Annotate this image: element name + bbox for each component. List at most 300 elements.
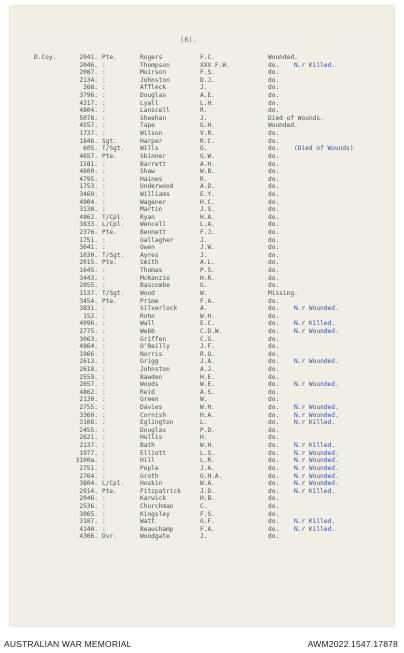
list-item <box>10 168 394 176</box>
list-item <box>10 526 394 534</box>
surname: Wilson <box>140 130 163 138</box>
rank: : <box>102 190 106 198</box>
rank: : <box>102 244 106 252</box>
list-item <box>10 434 394 442</box>
list-item <box>10 442 394 450</box>
rank: : <box>102 411 106 419</box>
surname: Ryan <box>140 213 155 221</box>
page-number: (6). <box>180 36 197 44</box>
rank: Dvr. <box>102 533 117 541</box>
initials: G.W. <box>200 152 215 160</box>
rank: : <box>102 335 106 343</box>
initials: F.A. <box>200 525 215 533</box>
list-item <box>10 305 394 313</box>
rank: : <box>102 206 106 214</box>
rank: : <box>102 495 106 503</box>
rank: L/Cpl. <box>102 480 125 488</box>
list-item <box>10 62 394 70</box>
rank: : <box>102 84 106 92</box>
initials: G.H.A. <box>200 472 223 480</box>
surname: Wencell <box>140 221 167 229</box>
regimental-number: 2376. <box>79 229 98 237</box>
rank: : <box>102 175 106 183</box>
status: do. <box>268 320 280 328</box>
company: D.Coy. <box>34 54 57 61</box>
initials: H.A. <box>200 411 215 419</box>
rank: : <box>102 114 106 122</box>
status: do. <box>268 107 280 115</box>
rank: : <box>102 350 106 358</box>
rank: : <box>102 404 106 412</box>
initials: L.R. <box>200 457 215 465</box>
initials: A.L. <box>200 259 215 267</box>
surname: Bennett <box>140 229 167 237</box>
surname: Silverlock <box>140 305 178 313</box>
status: do. <box>268 358 280 366</box>
status: do. <box>268 213 280 221</box>
initials: G.H. <box>200 122 215 130</box>
status: do. <box>268 190 280 198</box>
status: Wounded. <box>268 122 298 130</box>
surname: Hill <box>140 457 155 465</box>
regimental-number: 3831. <box>79 305 98 313</box>
list-item <box>10 130 394 138</box>
surname: Rohn <box>140 312 155 320</box>
rank: : <box>102 274 106 282</box>
rank: : <box>102 457 106 465</box>
status: do. <box>268 61 280 69</box>
initials: J.A. <box>200 464 215 472</box>
rank: T/Sgt. <box>102 251 125 259</box>
rank: : <box>102 312 106 320</box>
status: do. <box>268 419 280 427</box>
status: do. <box>268 267 280 275</box>
status: do. <box>268 92 280 100</box>
rank: : <box>102 92 106 100</box>
rank: : <box>102 76 106 84</box>
regimental-number: 2134. <box>79 76 98 84</box>
regimental-number: 1753. <box>79 183 98 191</box>
status: do. <box>268 297 280 305</box>
list-item <box>10 92 394 100</box>
list-item <box>10 214 394 222</box>
surname: Elliott <box>140 449 167 457</box>
initials: G. <box>200 145 208 153</box>
rank: : <box>102 434 106 442</box>
list-item <box>10 176 394 184</box>
handwritten-note: N.r Killed. <box>294 525 335 533</box>
rank: Sgt. <box>102 137 117 145</box>
surname: Prime <box>140 297 159 305</box>
status: do. <box>268 533 280 541</box>
status: do. <box>268 282 280 290</box>
rank: : <box>102 107 106 115</box>
rank: Pte. <box>102 487 117 495</box>
list-item <box>10 282 394 290</box>
surname: Wagener <box>140 198 167 206</box>
initials: F.S. <box>200 510 215 518</box>
rank: : <box>102 358 106 366</box>
status: do. <box>268 472 280 480</box>
handwritten-note: N.r Killed. <box>294 442 335 450</box>
status: do. <box>268 411 280 419</box>
rank: T/Sgt. <box>102 145 125 153</box>
initials: J.F. <box>200 343 215 351</box>
handwritten-note: N.r Killed. <box>294 419 335 427</box>
initials: J. <box>200 236 208 244</box>
rank: : <box>102 510 106 518</box>
regimental-number: 2041. <box>79 54 98 61</box>
status: do. <box>268 381 280 389</box>
status: do. <box>268 365 280 373</box>
status: do. <box>268 175 280 183</box>
surname: Karwick <box>140 495 167 503</box>
list-item <box>10 252 394 260</box>
rank: : <box>102 388 106 396</box>
status: do. <box>268 274 280 282</box>
regimental-number: 3041. <box>79 244 98 252</box>
list-item <box>10 427 394 435</box>
initials: J.S. <box>200 206 215 214</box>
casualty-list <box>10 54 394 541</box>
regimental-number: 2764. <box>79 472 98 480</box>
surname: Davies <box>140 404 163 412</box>
status: do. <box>268 373 280 381</box>
list-item <box>10 480 394 488</box>
status: do. <box>268 434 280 442</box>
surname: Douglas <box>140 92 167 100</box>
regimental-number: 1966. <box>79 350 98 358</box>
status: do. <box>268 350 280 358</box>
list-item <box>10 533 394 541</box>
regimental-number: 4140. <box>79 525 98 533</box>
rank: : <box>102 305 106 313</box>
regimental-number: 368. <box>83 84 98 92</box>
list-item <box>10 145 394 153</box>
rank: L/Cpl. <box>102 221 125 229</box>
surname: Haines <box>140 175 163 183</box>
regimental-number: 3469. <box>79 190 98 198</box>
status: Missing. <box>268 289 298 297</box>
initials: P.D. <box>200 426 215 434</box>
list-item <box>10 191 394 199</box>
surname: Griffen <box>140 335 167 343</box>
surname: Beauchamp <box>140 525 174 533</box>
status: do. <box>268 69 280 77</box>
initials: D.J. <box>200 76 215 84</box>
status: do. <box>268 198 280 206</box>
regimental-number: 3138. <box>79 206 98 214</box>
regimental-number: 3804. <box>79 480 98 488</box>
status: do. <box>268 388 280 396</box>
regimental-number: 1030. <box>79 251 98 259</box>
initials: C.G. <box>200 335 215 343</box>
list-item <box>10 267 394 275</box>
rank: : <box>102 99 106 107</box>
surname: Muirson <box>140 69 167 77</box>
handwritten-note: N.r Wounded. <box>294 472 339 480</box>
regimental-number: 3454. <box>79 297 98 305</box>
regimental-number: 4317. <box>79 99 98 107</box>
status: do. <box>268 76 280 84</box>
regimental-number: 1737. <box>79 130 98 138</box>
list-item <box>10 374 394 382</box>
regimental-number: 2015. <box>79 259 98 267</box>
status: do. <box>268 327 280 335</box>
initials: F.S. <box>200 69 215 77</box>
initials: H.A. <box>200 213 215 221</box>
regimental-number: 1846. <box>79 137 98 145</box>
surname: Johnston <box>140 365 170 373</box>
rank: : <box>102 236 106 244</box>
status: do. <box>268 487 280 495</box>
surname: Smith <box>140 259 159 267</box>
rank: Pte. <box>102 54 117 61</box>
rank: T/Cpl. <box>102 213 125 221</box>
initials: P.S. <box>200 267 215 275</box>
initials: W.H. <box>200 312 215 320</box>
initials: G.F. <box>200 518 215 526</box>
list-item <box>10 488 394 496</box>
list-item <box>10 404 394 412</box>
initials: W.B. <box>200 168 215 176</box>
regimental-number: 3360. <box>79 411 98 419</box>
rank: Pte. <box>102 259 117 267</box>
surname: Wall <box>140 320 155 328</box>
regimental-number: 2055. <box>79 282 98 290</box>
status: do. <box>268 502 280 510</box>
status: do. <box>268 160 280 168</box>
initials: L.S. <box>200 449 215 457</box>
initials: W.A. <box>200 480 215 488</box>
regimental-number: 3443. <box>79 274 98 282</box>
rank: : <box>102 525 106 533</box>
rank: : <box>102 160 106 168</box>
surname: Lanscell <box>140 107 170 115</box>
list-item <box>10 366 394 374</box>
list-item <box>10 206 394 214</box>
status: do. <box>268 510 280 518</box>
status: do. <box>268 449 280 457</box>
surname: Churchman <box>140 502 174 510</box>
surname: Lyall <box>140 99 159 107</box>
list-item <box>10 244 394 252</box>
list-item <box>10 221 394 229</box>
rank: : <box>102 419 106 427</box>
list-item <box>10 122 394 130</box>
regimental-number: 1537. <box>79 289 98 297</box>
regimental-number: 2755. <box>79 404 98 412</box>
initials: J. <box>200 114 208 122</box>
initials: L.H. <box>200 99 215 107</box>
regimental-number: 3100a. <box>75 457 98 465</box>
regimental-number: 2613. <box>79 358 98 366</box>
handwritten-note: N.r Wounded. <box>294 404 339 412</box>
surname: Williams <box>140 190 170 198</box>
handwritten-note: N.r Wounded. <box>294 449 339 457</box>
list-item <box>10 54 394 62</box>
initials: V.R. <box>200 130 215 138</box>
regimental-number: 4862. <box>79 213 98 221</box>
document-page <box>10 6 394 626</box>
regimental-number: 1751. <box>79 236 98 244</box>
initials: G. <box>200 282 208 290</box>
initials: H.E. <box>200 373 215 381</box>
list-item <box>10 351 394 359</box>
regimental-number: 152. <box>83 312 98 320</box>
initials: J. <box>200 533 208 541</box>
surname: Rogers <box>140 54 163 61</box>
list-item <box>10 237 394 245</box>
regimental-number: 2559. <box>79 373 98 381</box>
list-item <box>10 473 394 481</box>
rank: Pte. <box>102 297 117 305</box>
surname: Martin <box>140 206 163 214</box>
regimental-number: 4600. <box>79 168 98 176</box>
status: do. <box>268 84 280 92</box>
list-item <box>10 450 394 458</box>
list-item <box>10 100 394 108</box>
surname: Cornish <box>140 411 167 419</box>
initials: H.B. <box>200 495 215 503</box>
handwritten-note: N.r Wounded. <box>294 358 339 366</box>
rank: Pte. <box>102 152 117 160</box>
list-item <box>10 161 394 169</box>
regimental-number: 1977. <box>79 449 98 457</box>
status: do. <box>268 495 280 503</box>
surname: Reid <box>140 388 155 396</box>
list-item <box>10 457 394 465</box>
initials: J.W. <box>200 244 215 252</box>
surname: Owen <box>140 244 155 252</box>
initials: E.Y. <box>200 190 215 198</box>
status: do. <box>268 525 280 533</box>
rank: : <box>102 267 106 275</box>
regimental-number: 2455. <box>79 426 98 434</box>
surname: McKenzie <box>140 274 170 282</box>
list-item <box>10 328 394 336</box>
surname: Tape <box>140 122 155 130</box>
surname: Bath <box>140 442 155 450</box>
status: do. <box>268 152 280 160</box>
status: do. <box>268 236 280 244</box>
surname: Thomas <box>140 267 163 275</box>
status: Wounded. <box>268 54 298 61</box>
surname: Hoskin <box>140 480 163 488</box>
list-item <box>10 153 394 161</box>
regimental-number: 2046. <box>79 61 98 69</box>
regimental-number: 4657. <box>79 152 98 160</box>
rank: : <box>102 327 106 335</box>
initials: A.H. <box>200 160 215 168</box>
rank: : <box>102 381 106 389</box>
regimental-number: 4306. <box>79 533 98 541</box>
list-item <box>10 336 394 344</box>
status: Died of Wounds. <box>268 114 324 122</box>
surname: Groth <box>140 472 159 480</box>
surname: Underwood <box>140 183 174 191</box>
surname: Harper <box>140 137 163 145</box>
regimental-number: 4557. <box>79 122 98 130</box>
footer-institution: AUSTRALIAN WAR MEMORIAL <box>4 639 132 649</box>
surname: Woods <box>140 381 159 389</box>
rank: : <box>102 130 106 138</box>
status: do. <box>268 137 280 145</box>
regimental-number: 4996. <box>79 320 98 328</box>
surname: Peple <box>140 464 159 472</box>
list-item <box>10 298 394 306</box>
status: do. <box>268 145 280 153</box>
list-item <box>10 358 394 366</box>
initials: W. <box>200 396 208 404</box>
list-item <box>10 503 394 511</box>
list-item <box>10 69 394 77</box>
rank: : <box>102 518 106 526</box>
regimental-number: 2536. <box>79 502 98 510</box>
surname: Bascombe <box>140 282 170 290</box>
rank: T/Sgt. <box>102 289 125 297</box>
list-item <box>10 381 394 389</box>
status: do. <box>268 518 280 526</box>
rank: : <box>102 472 106 480</box>
rank: : <box>102 320 106 328</box>
regimental-number: 1581. <box>79 160 98 168</box>
list-item <box>10 518 394 526</box>
list-item <box>10 412 394 420</box>
list-item <box>10 84 394 92</box>
footer-accession-number: AWM2022.1547.17878 <box>307 639 398 649</box>
list-item <box>10 115 394 123</box>
handwritten-note: N.r Killed. <box>294 518 335 526</box>
regimental-number: 2137. <box>79 442 98 450</box>
regimental-number: 2130. <box>79 396 98 404</box>
surname: Bawden <box>140 373 163 381</box>
status: do. <box>268 221 280 229</box>
rank: : <box>102 343 106 351</box>
rank: : <box>102 69 106 77</box>
initials: E.C. <box>200 320 215 328</box>
handwritten-note: N.r Wounded. <box>294 381 339 389</box>
regimental-number: 2087. <box>79 69 98 77</box>
handwritten-note: N.r Killed. <box>294 320 335 328</box>
handwritten-note: N.r Killed. <box>294 487 335 495</box>
handwritten-note: N.r Wounded. <box>294 305 339 313</box>
regimental-number: 4904. <box>79 198 98 206</box>
surname: Gallagher <box>140 236 174 244</box>
regimental-number: 3833. <box>79 221 98 229</box>
list-item <box>10 343 394 351</box>
initials: R.O. <box>200 350 215 358</box>
regimental-number: 1645. <box>79 267 98 275</box>
handwritten-note: N.r Wounded. <box>294 327 339 335</box>
status: do. <box>268 251 280 259</box>
status: do. <box>268 442 280 450</box>
initials: C. <box>200 502 208 510</box>
initials: F.C. <box>200 54 215 61</box>
list-item <box>10 183 394 191</box>
surname: Grigg <box>140 358 159 366</box>
initials: A.E. <box>200 92 215 100</box>
status: do. <box>268 464 280 472</box>
surname: Webb <box>140 327 155 335</box>
status: do. <box>268 99 280 107</box>
regimental-number: 4864. <box>79 343 98 351</box>
list-item <box>10 495 394 503</box>
initials: J.A. <box>200 358 215 366</box>
status: do. <box>268 426 280 434</box>
surname: Woodgate <box>140 533 170 541</box>
status: do. <box>268 480 280 488</box>
